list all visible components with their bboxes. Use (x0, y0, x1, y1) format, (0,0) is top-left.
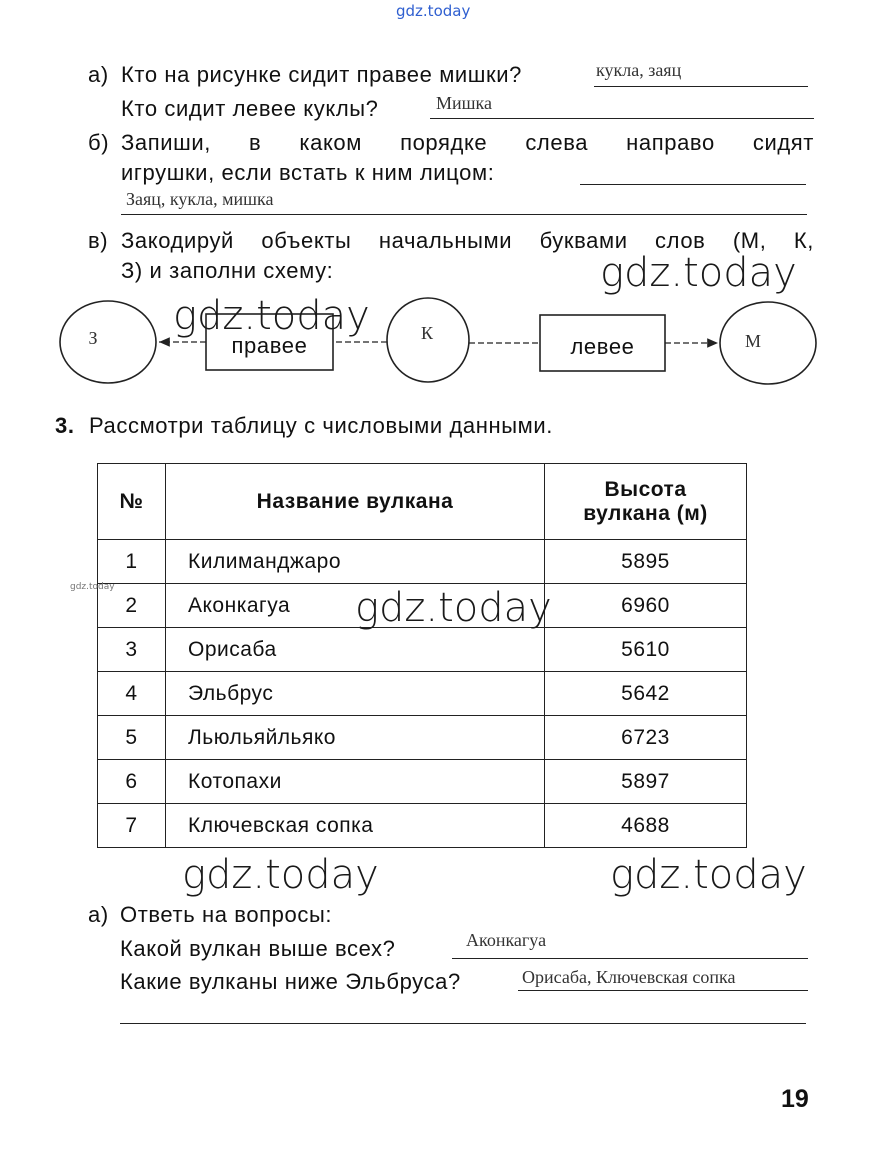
row-height: 5895 (545, 540, 747, 584)
answer-line-a1 (594, 86, 808, 87)
table-row (98, 716, 747, 760)
row-name: Ключевская сопка (166, 804, 545, 848)
task-a-question-2: Кто сидит левее куклы? (121, 96, 379, 121)
watermark-4: gdz.today (182, 852, 379, 898)
row-height: 5642 (545, 672, 747, 716)
row-number: 2 (98, 584, 166, 628)
row-number: 6 (98, 760, 166, 804)
watermark-1: gdz.today (600, 250, 797, 296)
table-row (98, 804, 747, 848)
row-name: Орисаба (166, 628, 545, 672)
task-3-number: 3. (55, 413, 75, 438)
scheme-circle-3-label[interactable]: М (744, 331, 761, 351)
task-v-marker: в) (88, 228, 109, 253)
watermark-5: gdz.today (610, 852, 807, 898)
scheme-circle-2-label[interactable]: К (420, 323, 433, 343)
task-b-line-1: Запиши, в каком порядке слева направо сидят (121, 130, 814, 155)
row-name: Котопахи (166, 760, 545, 804)
row-name: Льюльяйльяко (166, 716, 545, 760)
row-number: 3 (98, 628, 166, 672)
answer-b[interactable]: Заяц, кукла, мишка (126, 189, 274, 209)
task-3-title: Рассмотри таблицу с числовыми данными. (89, 413, 554, 438)
answer-a2[interactable]: Мишка (436, 93, 492, 113)
answer-line-a2 (430, 118, 814, 119)
row-name: Килиманджаро (166, 540, 545, 584)
task-v-line-2: З) и заполни схему: (121, 258, 334, 283)
row-name: Аконкагуа (166, 584, 545, 628)
header-name: Название вулкана (166, 464, 545, 540)
watermark-top: gdz.today (396, 2, 471, 20)
scheme-circle-m (720, 302, 816, 384)
row-name: Эльбрус (166, 672, 545, 716)
scheme-box-1-label: правее (231, 333, 308, 358)
table-header-row (98, 464, 747, 540)
header-height-line-1: Высота (604, 477, 687, 501)
scheme-circle-z (60, 301, 156, 383)
row-height: 5897 (545, 760, 747, 804)
task-3a-question-1: Какой вулкан выше всех? (120, 936, 396, 961)
task-v-line-1: Закодируй объекты начальными буквами слов (М, К, (121, 228, 814, 253)
header-number: № (98, 464, 166, 540)
table-row (98, 760, 747, 804)
watermark-3: gdz.today (355, 585, 552, 631)
answer-line-b2 (121, 214, 807, 215)
row-number: 7 (98, 804, 166, 848)
answer-3a2[interactable]: Орисаба, Ключевская сопка (522, 967, 736, 987)
page-number: 19 (781, 1085, 809, 1113)
table-row (98, 672, 747, 716)
row-number: 1 (98, 540, 166, 584)
task-3a-marker: а) (88, 902, 109, 927)
answer-line-b1 (580, 184, 806, 185)
header-height (545, 464, 747, 540)
task-3a-intro: Ответь на вопросы: (120, 902, 333, 927)
scheme-box-2-label: левее (570, 334, 635, 359)
header-height-line-2: вулкана (м) (583, 501, 708, 525)
row-height: 5610 (545, 628, 747, 672)
row-number: 5 (98, 716, 166, 760)
volcano-table (97, 463, 747, 848)
answer-line-3a1 (452, 958, 808, 959)
answer-a1[interactable]: кукла, заяц (596, 60, 682, 80)
row-height: 6723 (545, 716, 747, 760)
scheme-circle-1-label[interactable]: З (88, 328, 98, 348)
answer-line-3a2 (518, 990, 808, 991)
table-row (98, 628, 747, 672)
task-b-line-2: игрушки, если встать к ним лицом: (121, 160, 495, 185)
row-height: 6960 (545, 584, 747, 628)
task-b-marker: б) (88, 130, 110, 155)
answer-line-3a3 (120, 1023, 806, 1024)
task-3a-question-2: Какие вулканы ниже Эльбруса? (120, 969, 461, 994)
answer-3a1[interactable]: Аконкагуа (466, 930, 547, 950)
task-a-question-1: Кто на рисунке сидит правее мишки? (121, 62, 523, 87)
row-height: 4688 (545, 804, 747, 848)
watermark-tiny: gdz.today (70, 582, 115, 592)
watermark-2: gdz.today (173, 293, 370, 339)
task-a-marker: а) (88, 62, 109, 87)
table-row (98, 540, 747, 584)
row-number: 4 (98, 672, 166, 716)
